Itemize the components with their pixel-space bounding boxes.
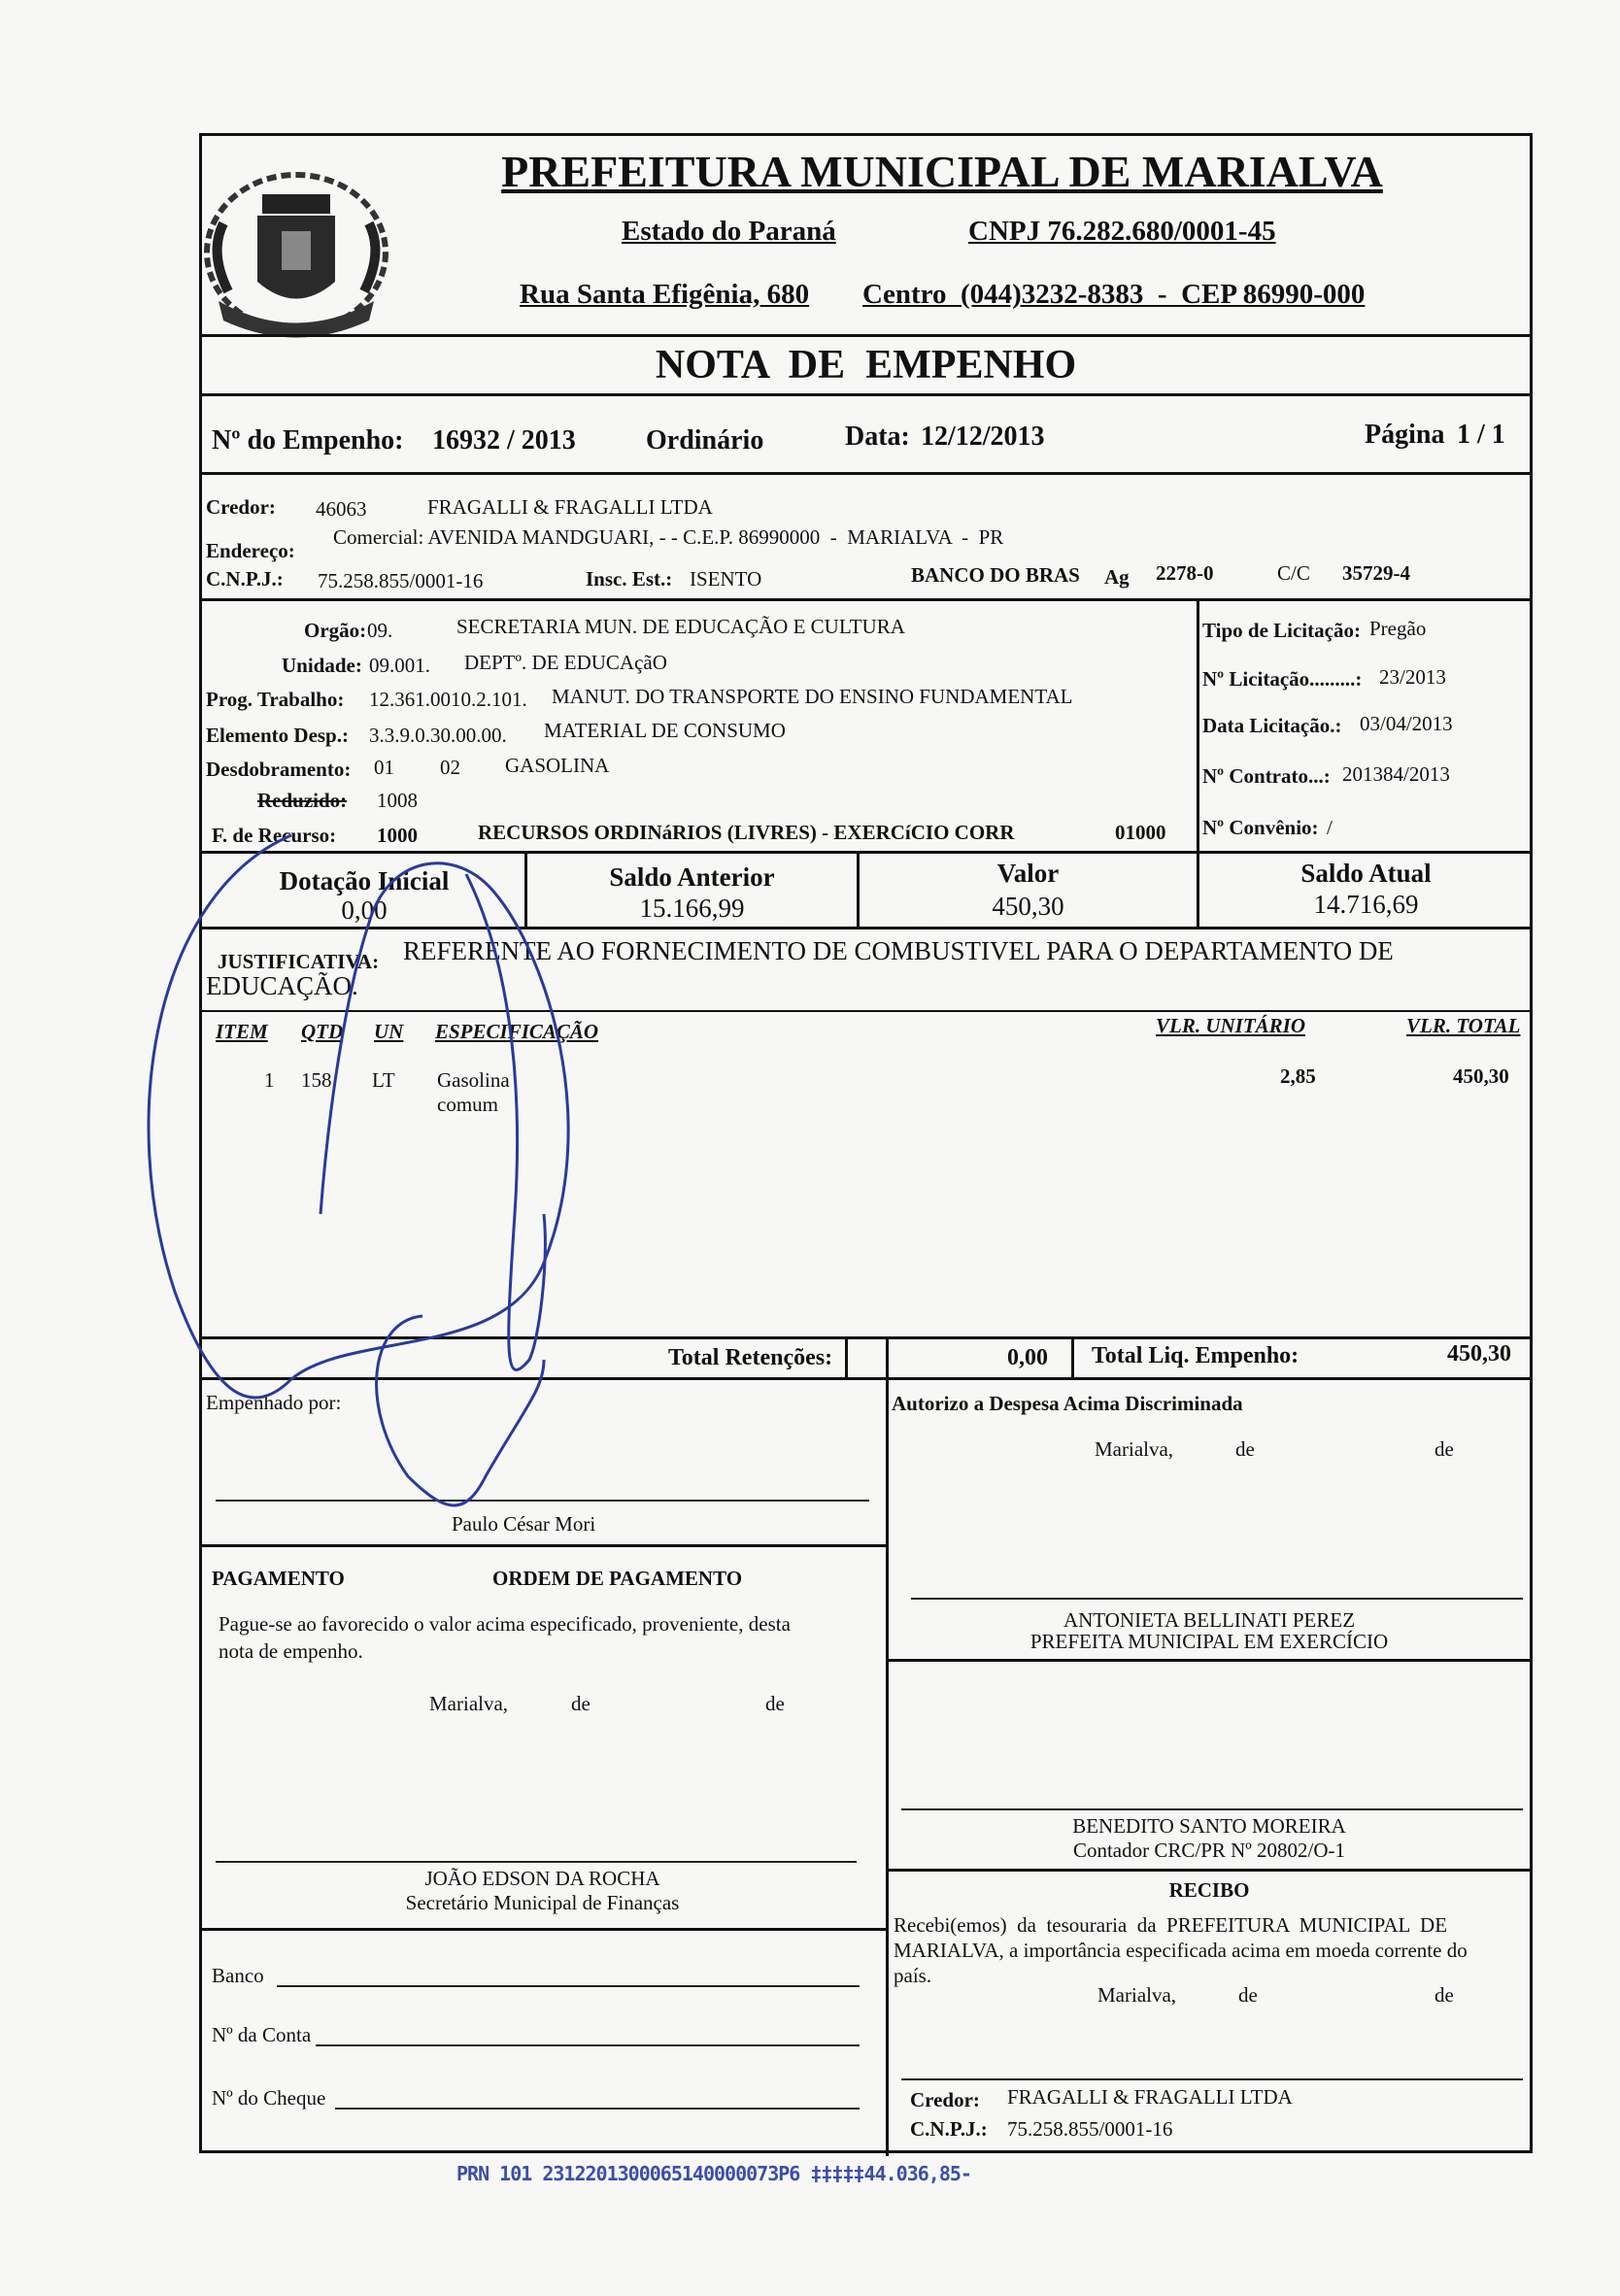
prog-code: 12.361.0010.2.101.	[369, 688, 527, 711]
item-unit-price: 2,85	[1280, 1064, 1316, 1088]
autorizo-text: Autorizo a Despesa Acima Discriminada	[892, 1392, 1243, 1415]
credor-cc: 35729-4	[1342, 561, 1410, 585]
secretario-title: Secretário Municipal de Finanças	[405, 1891, 680, 1914]
col-qtd: QTD	[301, 1020, 344, 1043]
convenio-label: Nº Convênio:	[1202, 816, 1319, 839]
saldo-anterior-value: 15.166,99	[639, 894, 745, 923]
recibo-title: RECIBO	[1168, 1878, 1250, 1902]
orgao-label: Orgão:	[304, 619, 367, 642]
empenhado-name: Paulo César Mori	[452, 1512, 596, 1536]
recibo-text-1: Recebi(emos) da tesouraria da PREFEITURA MUNICIPAL DE	[894, 1913, 1448, 1937]
pagamento-de-2: de	[765, 1692, 785, 1715]
justificativa-text: REFERENTE AO FORNECIMENTO DE COMBUSTIVEL PARA O DEPARTAMENTO DE	[403, 936, 1394, 965]
licitacao-num: 23/2013	[1379, 665, 1446, 689]
dotacao-label: Dotação Inicial	[279, 866, 450, 895]
item-unit: LT	[372, 1068, 395, 1092]
prefeita-name: ANTONIETA BELLINATI PEREZ	[1063, 1608, 1356, 1632]
recibo-place: Marialva,	[1097, 1983, 1177, 2007]
pagamento-text-2: nota de empenho.	[219, 1639, 363, 1663]
desdobramento-label: Desdobramento:	[206, 758, 352, 781]
secretario-name: JOÃO EDSON DA ROCHA	[424, 1867, 660, 1890]
unidade-label: Unidade:	[282, 654, 362, 677]
prog-label: Prog. Trabalho:	[206, 688, 345, 711]
autorizo-de-1: de	[1235, 1437, 1255, 1461]
contrato-number: 201384/2013	[1342, 762, 1450, 786]
recibo-text-2: MARIALVA, a importância especificada acima em moeda corrente do	[894, 1939, 1468, 1962]
recibo-credor-label: Credor:	[910, 2088, 980, 2111]
desdobramento-a: 01	[374, 756, 394, 779]
pagamento-de-1: de	[571, 1692, 591, 1715]
credor-cc-label: C/C	[1277, 561, 1310, 585]
item-number: 1	[264, 1068, 275, 1092]
page-number: 1 / 1	[1457, 420, 1505, 450]
fonte-number: 01000	[1115, 821, 1166, 844]
bank-authentication-stamp: PRN 101 2312201300065140000073P6 ‡‡‡‡‡44.036,85-	[456, 2162, 971, 2185]
header-state: Estado do Paraná	[622, 216, 836, 247]
recibo-text-3: país.	[894, 1964, 932, 1987]
reduzido-label: Reduzido:	[257, 789, 348, 812]
empenho-number: 16932 / 2013	[432, 425, 576, 456]
pagamento-place: Marialva,	[429, 1692, 509, 1715]
col-unit-value: VLR. UNITÁRIO	[1156, 1014, 1306, 1037]
col-total-value: VLR. TOTAL	[1406, 1014, 1521, 1037]
ordem-pagamento-title: ORDEM DE PAGAMENTO	[492, 1567, 743, 1590]
valor-label: Valor	[996, 859, 1060, 888]
empenhado-label: Empenhado por:	[206, 1391, 342, 1414]
document-title: NOTA DE EMPENHO	[655, 343, 1077, 388]
credor-label: Credor:	[206, 495, 276, 519]
contrato-label: Nº Contrato...:	[1202, 764, 1331, 788]
credor-bank: BANCO DO BRAS	[911, 563, 1080, 587]
elemento-name: MATERIAL DE CONSUMO	[544, 719, 786, 742]
credor-cnpj-label: C.N.P.J.:	[206, 567, 284, 591]
fonte-label: F. de Recurso:	[212, 824, 337, 847]
licitacao-tipo-label: Tipo de Licitação:	[1202, 619, 1361, 642]
licitacao-tipo: Pregão	[1369, 617, 1427, 640]
pagamento-label: PAGAMENTO	[212, 1567, 345, 1590]
saldo-atual-value: 14.716,69	[1313, 890, 1419, 919]
credor-code: 46063	[316, 497, 367, 521]
header-address: Rua Santa Efigênia, 680	[520, 279, 810, 310]
col-item: ITEM	[216, 1020, 268, 1043]
recibo-de-2: de	[1434, 1983, 1454, 2007]
empenho-date-label: Data:	[845, 422, 910, 452]
autorizo-place: Marialva,	[1095, 1437, 1174, 1461]
orgao-name: SECRETARIA MUN. DE EDUCAÇÃO E CULTURA	[456, 615, 905, 638]
recibo-credor: FRAGALLI & FRAGALLI LTDA	[1007, 2085, 1293, 2109]
saldo-anterior-label: Saldo Anterior	[609, 862, 775, 892]
item-total: 450,30	[1453, 1064, 1509, 1088]
licitacao-data: 03/04/2013	[1360, 712, 1453, 735]
desdobramento-b: 02	[440, 756, 460, 779]
header-title: PREFEITURA MUNICIPAL DE MARIALVA	[501, 147, 1383, 196]
empenho-date: 12/12/2013	[921, 422, 1045, 452]
reduzido-value: 1008	[377, 789, 418, 812]
desdobramento-name: GASOLINA	[505, 754, 610, 777]
credor-address: Comercial: AVENIDA MANDGUARI, - - C.E.P. 86990000 - MARIALVA - PR	[333, 525, 1004, 549]
credor-ag: 2278-0	[1156, 561, 1214, 585]
justificativa-text-2: EDUCAÇÃO.	[206, 971, 358, 1000]
recibo-de-1: de	[1238, 1983, 1258, 2007]
col-spec: ESPECIFICAÇÃO	[435, 1020, 599, 1043]
item-spec: Gasolina comum	[437, 1068, 510, 1116]
licitacao-data-label: Data Licitação.:	[1202, 714, 1342, 737]
col-un: UN	[374, 1020, 404, 1043]
unidade-name: DEPTº. DE EDUCAçãO	[464, 651, 667, 674]
empenho-number-label: Nº do Empenho:	[212, 425, 404, 456]
prog-name: MANUT. DO TRANSPORTE DO ENSINO FUNDAMENTAL	[552, 685, 1073, 708]
elemento-code: 3.3.9.0.30.00.00.	[369, 724, 507, 747]
justificativa-label: JUSTIFICATIVA:	[218, 950, 380, 973]
convenio-value: /	[1327, 816, 1333, 839]
valor-value: 450,30	[992, 892, 1064, 921]
saldo-atual-label: Saldo Atual	[1300, 859, 1432, 888]
prefeita-title: PREFEITA MUNICIPAL EM EXERCÍCIO	[1029, 1630, 1389, 1653]
contador-title: Contador CRC/PR Nº 20802/O-1	[1072, 1839, 1346, 1862]
item-qtd: 158	[301, 1068, 332, 1092]
retencoes-label: Total Retenções:	[668, 1345, 833, 1370]
header-contact: Centro (044)3232-8383 - CEP 86990-000	[862, 279, 1366, 310]
pagamento-text-1: Pague-se ao favorecido o valor acima especificado, proveniente, desta	[219, 1612, 791, 1636]
total-liq-label: Total Liq. Empenho:	[1092, 1343, 1299, 1368]
empenho-type: Ordinário	[646, 425, 764, 456]
total-liq-value: 450,30	[1447, 1341, 1511, 1367]
page-label: Página	[1365, 420, 1445, 450]
licitacao-num-label: Nº Licitação.........:	[1202, 667, 1363, 691]
credor-ie: ISENTO	[690, 567, 762, 591]
contador-name: BENEDITO SANTO MOREIRA	[1072, 1814, 1346, 1838]
header-cnpj: CNPJ 76.282.680/0001-45	[968, 216, 1276, 247]
recibo-cnpj-label: C.N.P.J.:	[910, 2117, 988, 2141]
orgao-code: 09.	[367, 619, 393, 642]
autorizo-de-2: de	[1434, 1437, 1454, 1461]
credor-address-label: Endereço:	[206, 539, 295, 562]
dotacao-value: 0,00	[341, 895, 388, 925]
elemento-label: Elemento Desp.:	[206, 724, 349, 747]
retencoes-value: 0,00	[1007, 1345, 1048, 1370]
fonte-code: 1000	[377, 824, 418, 847]
banco-label: Banco	[212, 1964, 264, 1987]
unidade-code: 09.001.	[369, 654, 430, 677]
credor-ie-label: Insc. Est.:	[586, 567, 673, 591]
credor-ag-label: Ag	[1104, 565, 1130, 589]
credor-cnpj: 75.258.855/0001-16	[318, 569, 484, 592]
conta-label: Nº da Conta	[212, 2023, 312, 2046]
cheque-label: Nº do Cheque	[212, 2086, 326, 2110]
recibo-cnpj: 75.258.855/0001-16	[1007, 2117, 1173, 2141]
fonte-name: RECURSOS ORDINáRIOS (LIVRES) - EXERCíCIO CORR	[478, 821, 1015, 844]
credor-name: FRAGALLI & FRAGALLI LTDA	[427, 495, 713, 519]
